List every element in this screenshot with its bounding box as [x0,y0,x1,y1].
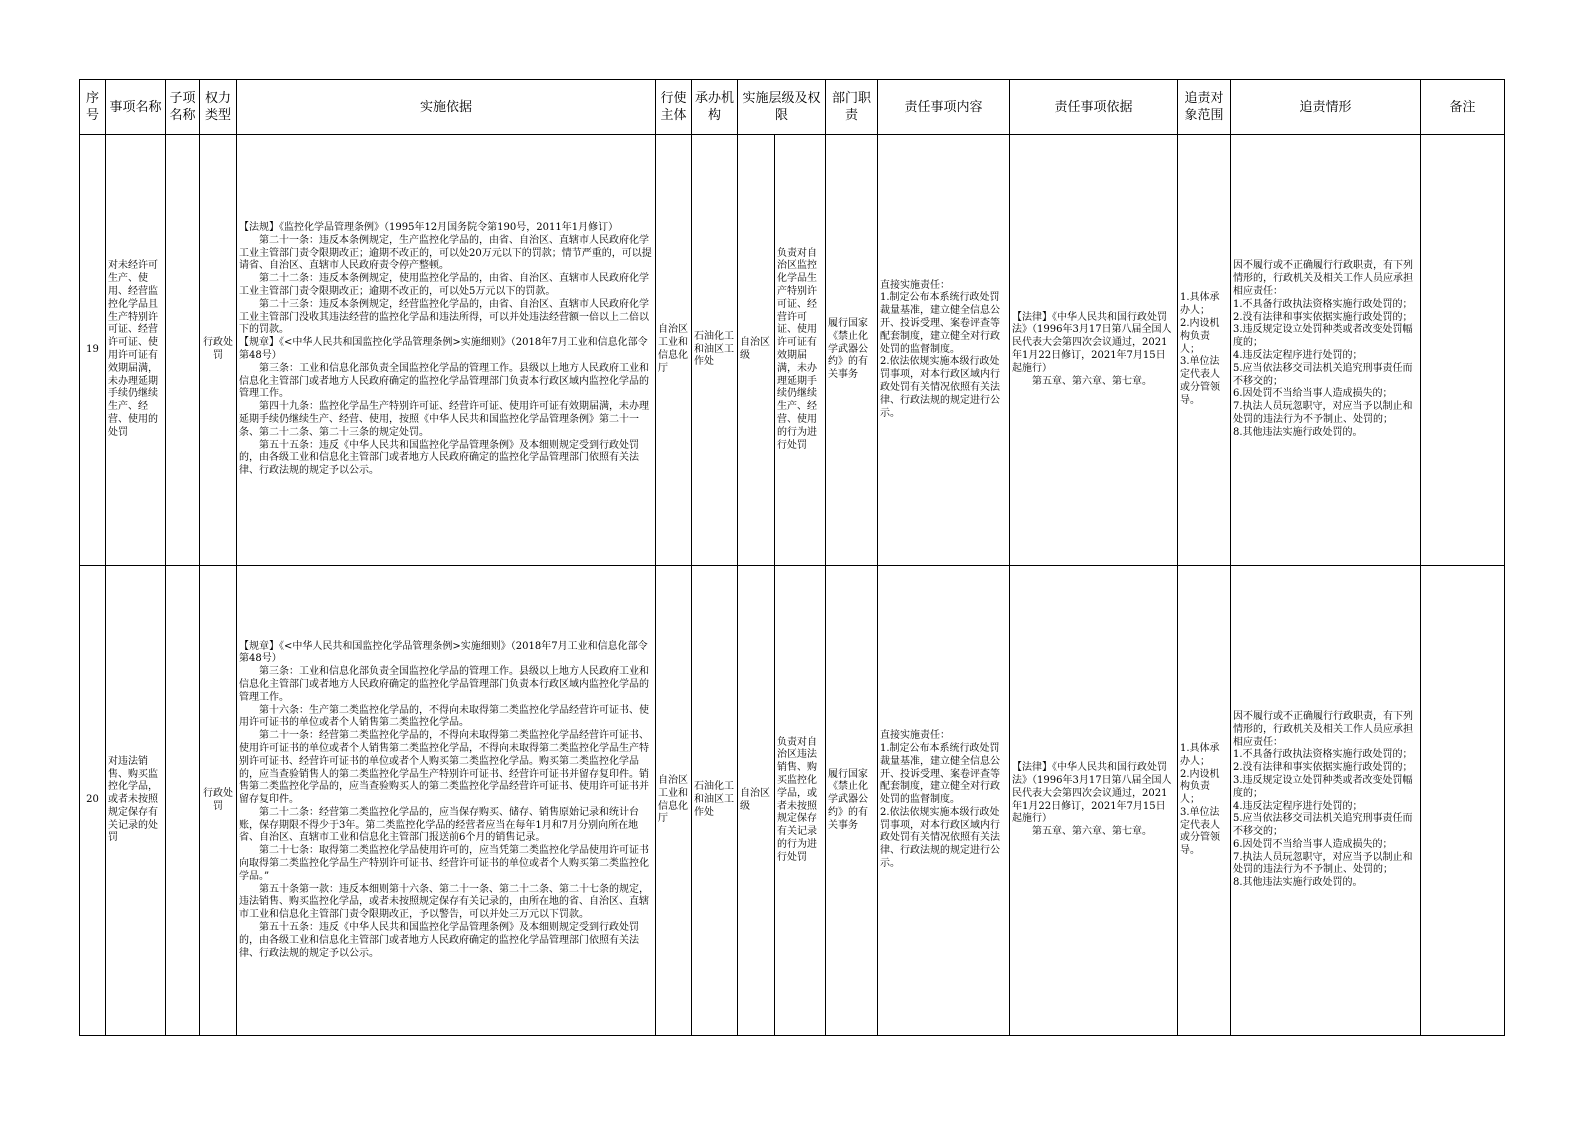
circumstance-line: 7.执法人员玩忽职守，对应当予以制止和处罚的违法行为不予制止、处罚的； [1233,851,1413,876]
circumstance-line: 因不履行或不正确履行行政职责，有下列情形的，行政机关及相关工作人员应承担相应责任： [1233,710,1414,748]
header-note: 备注 [1421,80,1505,135]
circumstance-line: 3.违反规定设立处罚种类或者改变处罚幅度的； [1233,324,1413,349]
scope-line: 1.具体承办人； [1180,742,1220,767]
cell-circumstance [1231,135,1421,566]
scope-line: 3.单位法定代表人或分管领导。 [1180,356,1221,406]
cell-agency: 石油化工和油区工作处 [692,135,738,566]
basis-line: 第五十五条：违反《中华人民共和国监控化学品管理条例》及本细则规定受到行政处罚的，由各级工业和信息化主管部门或者地方人民政府确定的监控化学品管理部门依照有关法律、行政法规的规定予以公示。 [239,439,639,477]
header-item: 事项名称 [106,80,166,135]
circumstance-line: 2.没有法律和事实依据实施行政处罚的； [1233,762,1413,774]
cell-seq: 20 [80,566,106,1036]
basis-line: 第三条：工业和信息化部负责全国监控化学品的管理工作。县级以上地方人民政府工业和信息化主管部门或者地方人民政府确定的监控化学品管理部门负责本行政区域内监控化学品的管理工作。 [239,362,649,400]
basis-line: 【规章】《<中华人民共和国监控化学品管理条例>实施细则》（2018年7月工业和信息化部令第48号） [239,337,648,361]
header-duty: 部门职责 [826,80,878,135]
circumstance-line: 5.应当依法移交司法机关追究刑事责任而不移交的； [1233,362,1413,387]
resp-basis-line: 【法律】《中华人民共和国行政处罚法》（1996年3月17日第八届全国人民代表大会第四次会议通过，2021年1月22日修订，2021年7月15日起施行） [1012,311,1172,374]
header-power-type: 权力类型 [200,80,237,135]
circumstance-line: 因不履行或不正确履行行政职责，有下列情形的，行政机关及相关工作人员应承担相应责任： [1233,260,1414,298]
cell-level: 自治区级 [738,566,775,1036]
cell-resp-basis [1010,566,1178,1036]
cell-circumstance [1231,566,1421,1036]
resp-content-line: 2.依法依规实施本级行政处罚事项，对本行政区域内行政处罚有关情况依照有关法律、行政法规的规定进行公示。 [880,806,1001,870]
cell-resp-content [878,566,1010,1036]
basis-line: 第十六条：生产第二类监控化学品的，不得向未取得第二类监控化学品经营许可证书、使用许可证书的单位或者个人销售第二类监控化学品。 [239,704,649,729]
circumstance-line: 5.应当依法移交司法机关追究刑事责任而不移交的； [1233,813,1413,838]
power-list-table [79,79,1505,1036]
header-level: 实施层级及权限 [738,80,826,135]
cell-resp-content [878,135,1010,566]
resp-content-line: 1.制定公布本系统行政处罚裁量基准，建立健全信息公开、投诉受理、案卷评查等配套制度，建立健全对行政处罚的监督制度。 [880,292,1001,355]
table-row [80,566,1505,1036]
header-subitem: 子项名称 [166,80,200,135]
circumstance-line: 7.执法人员玩忽职守，对应当予以制止和处罚的违法行为不予制止、处罚的； [1233,401,1413,425]
cell-item: 对违法销售、购买监控化学品，或者未按照规定保存有关记录的处罚 [106,566,166,1036]
basis-line: 第二十一条：违反本条例规定，生产监控化学品的，由省、自治区、直辖市人民政府化学工业主管部门责令限期改正；逾期不改正的，可以处20万元以下的罚款；情节严重的，可以提请省、自治区、直辖市人民政府责令停产整顿。 [239,234,652,272]
scope-line: 2.内设机构负责人； [1180,768,1220,806]
cell-authority: 负责对自治区监控化学品生产特别许可证、经营许可证、使用许可证有效期届满，未办理延期手续仍继续生产、经营、使用的行为进行处罚 [775,135,826,566]
basis-line: 第二十二条：违反本条例规定，使用监控化学品的，由省、自治区、直辖市人民政府化学工业主管部门责令限期改正；逾期不改正的，可以处5万元以下的罚款。 [239,273,649,298]
resp-content-line: 2.依法依规实施本级行政处罚事项，对本行政区域内行政处罚有关情况依照有关法律、行政法规的规定进行公示。 [880,356,1001,419]
basis-line: 第二十七条：取得第二类监控化学品使用许可的，应当凭第二类监控化学品使用许可证书向取得第二类监控化学品生产特别许可证书、经营许可证书的单位或者个人购买第二类监控化学品。” [239,845,649,882]
cell-basis [237,135,656,566]
resp-content-line: 1.制定公布本系统行政处罚裁量基准，建立健全信息公开、投诉受理、案卷评查等配套制度，建立健全对行政处罚的监督制度。 [880,742,1001,806]
header-row [80,80,1505,135]
basis-line: 第二十三条：违反本条例规定，经营监控化学品的，由省、自治区、直辖市人民政府化学工业主管部门没收其违法经营的监控化学品和违法所得，可以并处违法经营额一倍以上二倍以下的罚款。 [239,298,649,336]
circumstance-line: 8.其他违法实施行政处罚的。 [1233,877,1363,889]
basis-line: 第四十九条：监控化学品生产特别许可证、经营许可证、使用许可证有效期届满，未办理延期手续仍继续生产、经营、使用，按照《中华人民共和国监控化学品管理条例》第二十一条、第二十二条、第二十三条的规定处罚。 [239,401,649,438]
circumstance-line: 2.没有法律和事实依据实施行政处罚的； [1233,311,1413,323]
circumstance-line: 6.因处罚不当给当事人造成损失的； [1233,838,1393,850]
basis-line: 第五十条第一款：违反本细则第十六条、第二十一条、第二十二条、第二十七条的规定，违法销售、购买监控化学品，或者未按照规定保存有关记录的，由所在地的省、自治区、直辖市工业和信息化主管部门责令限期改正，予以警告，可以并处三万元以下罚款。 [239,883,649,921]
scope-line: 3.单位法定代表人或分管领导。 [1180,806,1221,857]
cell-item: 对未经许可生产、使用、经营监控化学品且生产特别许可证、经营许可证、使用许可证有效期届满，未办理延期手续仍继续生产、经营、使用的处罚 [106,135,166,566]
basis-line: 【法规】《监控化学品管理条例》（1995年12月国务院令第190号，2011年1月修订） [239,222,619,234]
cell-agency: 石油化工和油区工作处 [692,566,738,1036]
cell-subject: 自治区工业和信息化厅 [656,566,692,1036]
basis-line: 第二十二条：经营第二类监控化学品的，应当保存购买、储存、销售原始记录和统计台账，保存期限不得少于3年。第二类监控化学品的经营者应当在每年1月和7月分别向所在地省、自治区、直辖市工业和信息化主管部门报送前6个月的销售记录。 [239,806,639,844]
resp-content-line: 直接实施责任： [880,279,951,291]
header-basis: 实施依据 [237,80,656,135]
circumstance-line: 4.违反法定程序进行处罚的； [1233,800,1363,812]
header-seq: 序号 [80,80,106,135]
header-agency: 承办机构 [692,80,738,135]
cell-subject: 自治区工业和信息化厅 [656,135,692,566]
cell-subitem [166,566,200,1036]
cell-scope [1178,566,1231,1036]
basis-line: 【规章】《<中华人民共和国监控化学品管理条例>实施细则》（2018年7月工业和信息化部令第48号） [239,640,648,665]
table-row [80,135,1505,566]
cell-power-type: 行政处罚 [200,135,237,566]
basis-line: 第二十一条：经营第二类监控化学品的，不得向未取得第二类监控化学品经营许可证书、使用许可证书的单位或者个人销售第二类监控化学品，不得向未取得第二类监控化学品生产特别许可证书、经营许可证书的单位或者个人购买第二类监控化学品。购买第二类监控化学品的，应当查验销售人的第二类监控化学品生产特别许可证书、经营许可证书并留存复印件。销售第二类监控化学品的，应当查验购买人的第二类监控化学品经营许可证书、使用许可证书并留存复印件。 [239,730,649,806]
cell-seq: 19 [80,135,106,566]
cell-duty: 履行国家《禁止化学武器公约》的有关事务 [826,566,878,1036]
cell-power-type: 行政处罚 [200,566,237,1036]
cell-authority: 负责对自治区违法销售、购买监控化学品，或者未按照规定保存有关记录的行为进行处罚 [775,566,826,1036]
resp-basis-line: 【法律】《中华人民共和国行政处罚法》（1996年3月17日第八届全国人民代表大会第四次会议通过，2021年1月22日修订，2021年7月15日起施行） [1012,762,1172,825]
scope-line: 2.内设机构负责人； [1180,318,1220,355]
cell-resp-basis [1010,135,1178,566]
cell-basis [237,566,656,1036]
header-circumstance: 追责情形 [1231,80,1421,135]
header-resp-content: 责任事项内容 [878,80,1010,135]
circumstance-line: 1.不具备行政执法资格实施行政处罚的； [1233,298,1413,310]
circumstance-line: 6.因处罚不当给当事人造成损失的； [1233,388,1393,400]
cell-note [1421,135,1505,566]
cell-duty: 履行国家《禁止化学武器公约》的有关事务 [826,135,878,566]
circumstance-line: 4.违反法定程序进行处罚的； [1233,350,1363,361]
scope-line: 1.具体承办人； [1180,292,1220,317]
circumstance-line: 1.不具备行政执法资格实施行政处罚的； [1233,749,1413,761]
basis-line: 第五十五条：违反《中华人民共和国监控化学品管理条例》及本细则规定受到行政处罚的，由各级工业和信息化主管部门或者地方人民政府确定的监控化学品管理部门依照有关法律、行政法规的规定予以公示。 [239,922,639,959]
cell-note [1421,566,1505,1036]
header-resp-basis: 责任事项依据 [1010,80,1178,135]
resp-basis-line: 第五章、第六章、第七章。 [1032,375,1153,387]
circumstance-line: 3.违反规定设立处罚种类或者改变处罚幅度的； [1233,774,1413,799]
cell-scope [1178,135,1231,566]
circumstance-line: 8.其他违法实施行政处罚的。 [1233,426,1363,438]
header-subject: 行使主体 [656,80,692,135]
header-scope: 追责对象范围 [1178,80,1231,135]
cell-level: 自治区级 [738,135,775,566]
cell-subitem [166,135,200,566]
resp-basis-line: 第五章、第六章、第七章。 [1032,826,1153,838]
basis-line: 第三条：工业和信息化部负责全国监控化学品的管理工作。县级以上地方人民政府工业和信息化主管部门或者地方人民政府确定的监控化学品管理部门负责本行政区域内监控化学品的管理工作。 [239,666,649,703]
resp-content-line: 直接实施责任： [880,730,951,742]
